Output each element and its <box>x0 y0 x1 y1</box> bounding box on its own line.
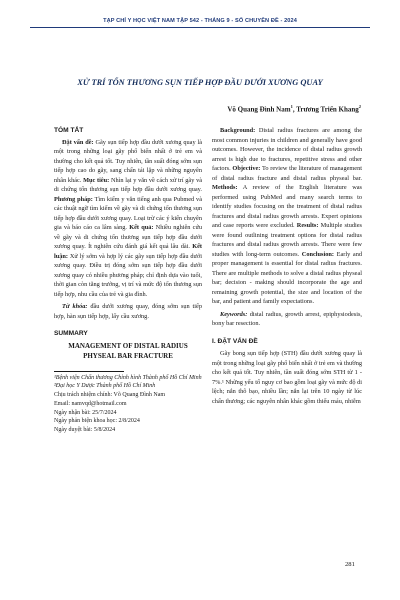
section-label: Kết quả: <box>129 224 154 231</box>
section-label: Conclusion: <box>301 250 334 258</box>
keywords-en <box>212 310 362 329</box>
section-text: Nhiều nghiên cứu về gãy và di chứng tổn thương sụn tiếp hợp đầu dưới xương quay. Ít nghiên cứu đánh giá kết quả lâu dài. <box>54 224 203 250</box>
keywords-label: Từ khóa: <box>62 303 88 310</box>
left-column <box>54 126 202 435</box>
author-affiliation-mark: 2 <box>358 104 361 109</box>
footnote-received: Ngày nhận bài: 25/7/2024 <box>54 409 117 416</box>
right-column <box>212 126 362 406</box>
section-label: Đặt vấn đề: <box>62 138 94 146</box>
section-text: Multiple studies were found outlining treatment options for distal radius fractures and distal radius growth arrests. There were few studies with long-term outcomes. <box>212 222 362 258</box>
abstract-vi-paragraph <box>54 138 202 300</box>
section-label: Phương pháp: <box>54 195 93 203</box>
header-rule <box>30 27 370 28</box>
section-label: Results: <box>296 222 319 229</box>
section-label: Kết luận: <box>54 243 203 260</box>
section-text: Gãy sụn tiếp hợp đầu dưới xương quay là một trong những loại gãy phổ biến nhất ở trẻ em và thường cho kết quả tốt. Tuy nhiên, tần suất đóng sớm sụn tiếp hợp cao do gãy, sang chấn tái lặp và những nguyên nhân khác. <box>54 138 202 184</box>
keywords-label: Keywords: <box>220 310 248 318</box>
author-name: Võ Quang Đình Nam <box>227 105 291 114</box>
section-text: Nhìn lại y văn về cách xử trí gãy và di chứng tổn thương sụn tiếp hợp đầu dưới xương quay. <box>54 176 203 193</box>
article-title: XỬ TRÍ TỔN THƯƠNG SỤN TIẾP HỢP ĐẦU DƯỚI XƯƠNG QUAY <box>77 78 323 87</box>
abstract-en-paragraph <box>212 126 362 307</box>
summary-title: MANAGEMENT OF DISTAL RADIUS PHYSEAL BAR FRACTURE <box>68 341 188 360</box>
intro-heading: I. ĐẶT VẤN ĐỀ <box>212 337 258 345</box>
running-head: TẠP CHÍ Y HỌC VIỆT NAM TẬP 542 - THÁNG 9 - SỐ CHUYÊN ĐỀ - 2024 <box>103 18 297 24</box>
section-label: Objective: <box>232 165 261 172</box>
section-label: Background: <box>220 127 256 134</box>
keywords-text: đầu dưới xương quay, đóng sớm sụn tiếp hợp, hàn sụn tiếp hợp, lấy cầu xương. <box>54 303 202 320</box>
section-text: Tìm kiếm y văn tiếng anh qua Pubmed và các thuật ngữ tìm kiếm về gãy và di chứng tổn thương sụn tiếp hợp đầu dưới xương quay. Loại trừ các ý kiến chuyên gia và báo cáo ca lâm sàng. <box>54 195 202 231</box>
intro-paragraph: Gãy bong sụn tiếp hợp (STH) đầu dưới xương quay là một trong những loại gãy phổ biến nhất ở trẻ em và thường cho kết quả tốt. Tuy nhiên, tần suất đóng sớm STH từ 1 - 7%.¹ Những yếu tố nguy cơ bao gồm loại gãy và mức độ di lệch; nắn thô bạo, nhiều lần; nắn lại trên 10 ngày từ lúc chấn thương; các nguyên nhân khác gồm thiếu máu, nhiễm <box>212 350 362 405</box>
section-label: Mục tiêu: <box>83 176 110 184</box>
footnote-reviewed: Ngày phản biện khoa học: 2/8/2024 <box>54 418 140 425</box>
footnote-rule <box>54 371 124 372</box>
abstract-vi-heading: TÓM TẮT <box>54 127 84 134</box>
author-separator: , <box>292 105 297 114</box>
footnote-affiliation: ¹Bệnh viện Chấn thương Chỉnh hình Thành phố Hồ Chí Minh <box>54 374 202 381</box>
section-text: Distal radius fractures are among the most common injuries in children and generally have good outcomes. However, the incidence of distal radius growth arrest is high due to fractures, repetitive stress and other factors. <box>212 127 362 172</box>
summary-heading: SUMMARY <box>54 330 88 337</box>
section-text: A review of the English literature was performed using PubMed and many search terms to identify studies focusing on the treatment of distal radius fractures and distal radius growth arrests. Expert opinions and case reports were excluded. <box>212 184 362 229</box>
author-line <box>227 104 361 113</box>
author-affiliation-mark: 1 <box>290 104 293 109</box>
section-text: Xử lý sớm và hợp lý các gãy sụn tiếp hợp đầu dưới xương quay. Điều trị đóng sớm sụn tiếp hợp đầu dưới xương quay có nhiều phương pháp; chỉ định dựa vào tuổi, thời gian còn tăng trưởng, vị trí và mức độ tổn thương sụn tiếp hợp, nhu cầu của trẻ và gia đình. <box>54 252 202 298</box>
page-number: 281 <box>345 561 355 568</box>
footnote-accepted: Ngày duyệt bài: 5/8/2024 <box>54 427 116 434</box>
section-text: Early and proper management is essential for distal radius fractures. There are multiple methods to solve a distal radius physeal bar; decision - making should incorporate the age and remaining growth potential, the size and location of the bar, and patient and family expectations. <box>212 250 362 305</box>
section-label: Methods: <box>212 184 238 191</box>
footnote-corresponding: Chịu trách nhiệm chính: Võ Quang Đình Nam <box>54 392 166 399</box>
section-text: To review the literature of management of distal radius fracture and distal radius physeal bar. <box>212 165 362 182</box>
footnote-email: Email: namvqd@hotmail.com <box>54 400 127 407</box>
keywords-vi <box>54 302 202 321</box>
footnote-affiliation: ²Đại học Y Dược Thành phố Hồ Chí Minh <box>54 383 156 390</box>
author-name: Trương Triển Khang <box>296 105 359 114</box>
keywords-text: distal radius, growth arrest, epiphysiodesis, bony bar resection. <box>212 310 362 327</box>
